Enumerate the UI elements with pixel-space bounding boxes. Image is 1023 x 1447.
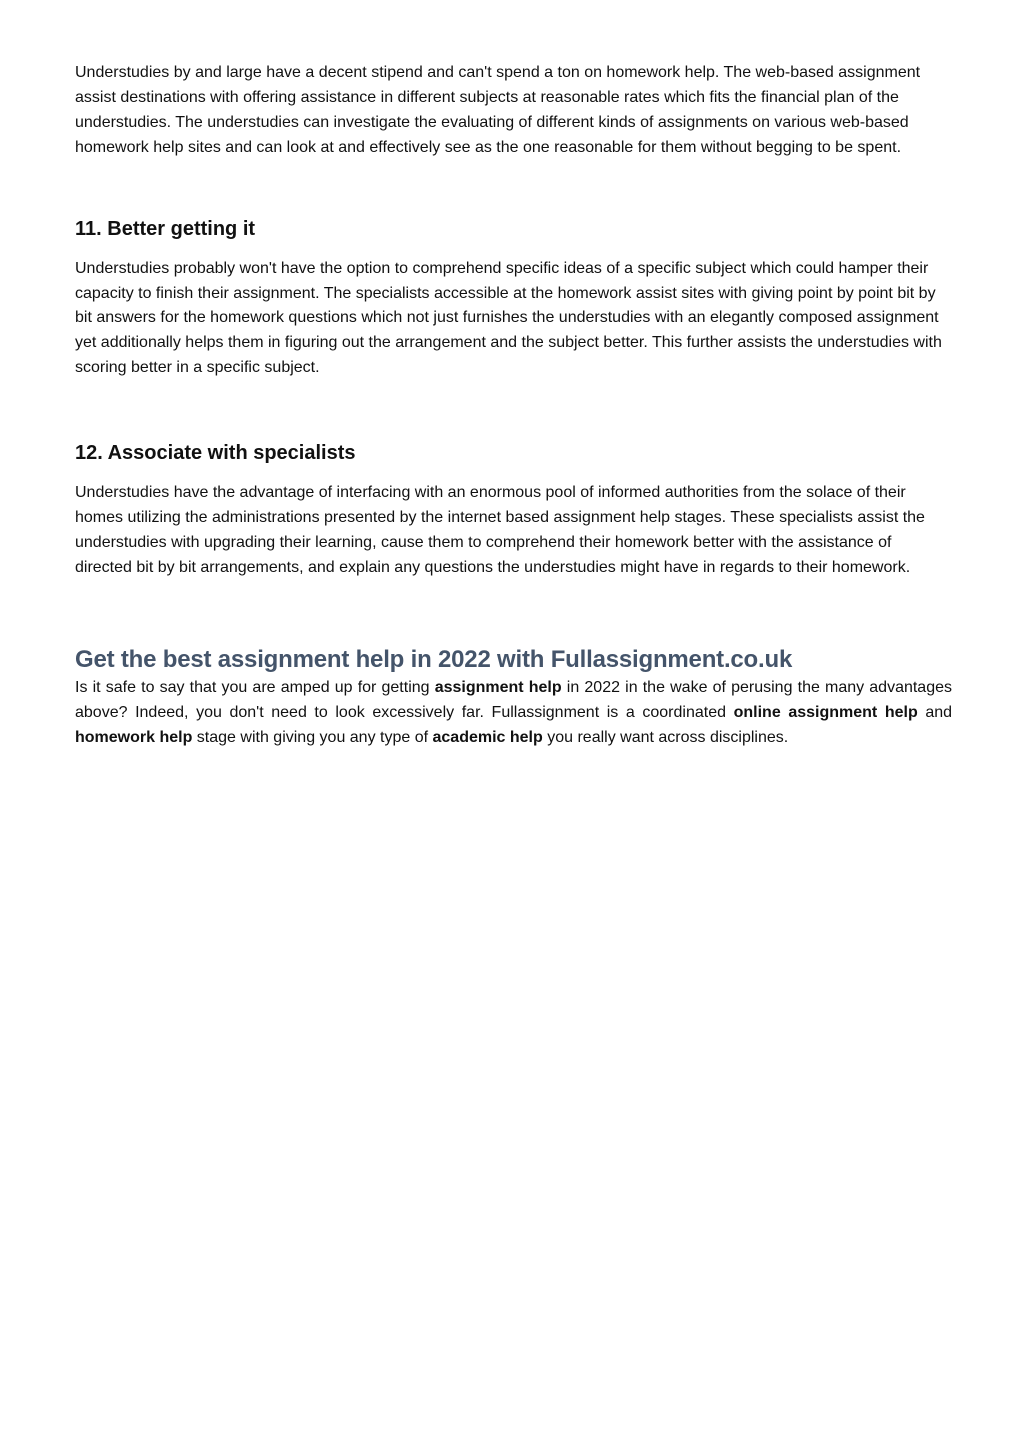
closing-bold-homework-help: homework help xyxy=(75,728,193,746)
section-11-heading: 11. Better getting it xyxy=(75,217,256,240)
intro-paragraph: Understudies by and large have a decent stipend and can't spend a ton on homework help. The web-based assignment assist destinations with offering assistance in different subjects at reasonable rates which fits the financial plan of the understudies. The understudies can investigate the evaluating of different kinds of assignments on various web-based homework help sites and can look at and effectively see as the one reasonable for them without begging to be spent. xyxy=(75,64,921,156)
closing-text-1: Is it safe to say that you are amped up for getting xyxy=(75,678,435,696)
closing-text-5: you really want across disciplines. xyxy=(542,728,789,746)
document-page xyxy=(75,58,961,751)
closing-bold-academic-help: academic help xyxy=(432,728,543,746)
section-11-body: Understudies probably won't have the option to comprehend specific ideas of a specific subject which could hamper their capacity to finish their assignment. The specialists accessible at the homework assist sites with giving point by point bit by bit answers for the homework questions which not just furnishes the understudies with an elegantly composed assignment yet additionally helps them in figuring out the arrangement and the subject better. This further assists the understudies with scoring better in a specific subject. xyxy=(75,259,942,377)
closing-paragraph xyxy=(75,676,961,751)
closing-bold-online-assignment-help: online assignment help xyxy=(733,703,918,721)
closing-bold-assignment-help: assignment help xyxy=(434,678,562,696)
closing-text-3: and xyxy=(917,703,961,721)
closing-text-4: stage with giving you any type of xyxy=(192,728,433,746)
closing-heading: Get the best assignment help in 2022 with Fullassignment.co.uk xyxy=(75,645,793,673)
closing-text-2: in 2022 in the wake of perusing the many advantages above? Indeed, you don't need to look excessively far. Fullassignment is a coordinated xyxy=(75,678,953,721)
section-12-body: Understudies have the advantage of interfacing with an enormous pool of informed authorities from the solace of their homes utilizing the administrations presented by the internet based assignment help stages. These specialists assist the understudies with upgrading their learning, cause them to comprehend their homework better with the assistance of directed bit by bit arrangements, and explain any questions the understudies might have in regards to their homework. xyxy=(75,484,925,576)
section-12-heading: 12. Associate with specialists xyxy=(75,442,356,465)
